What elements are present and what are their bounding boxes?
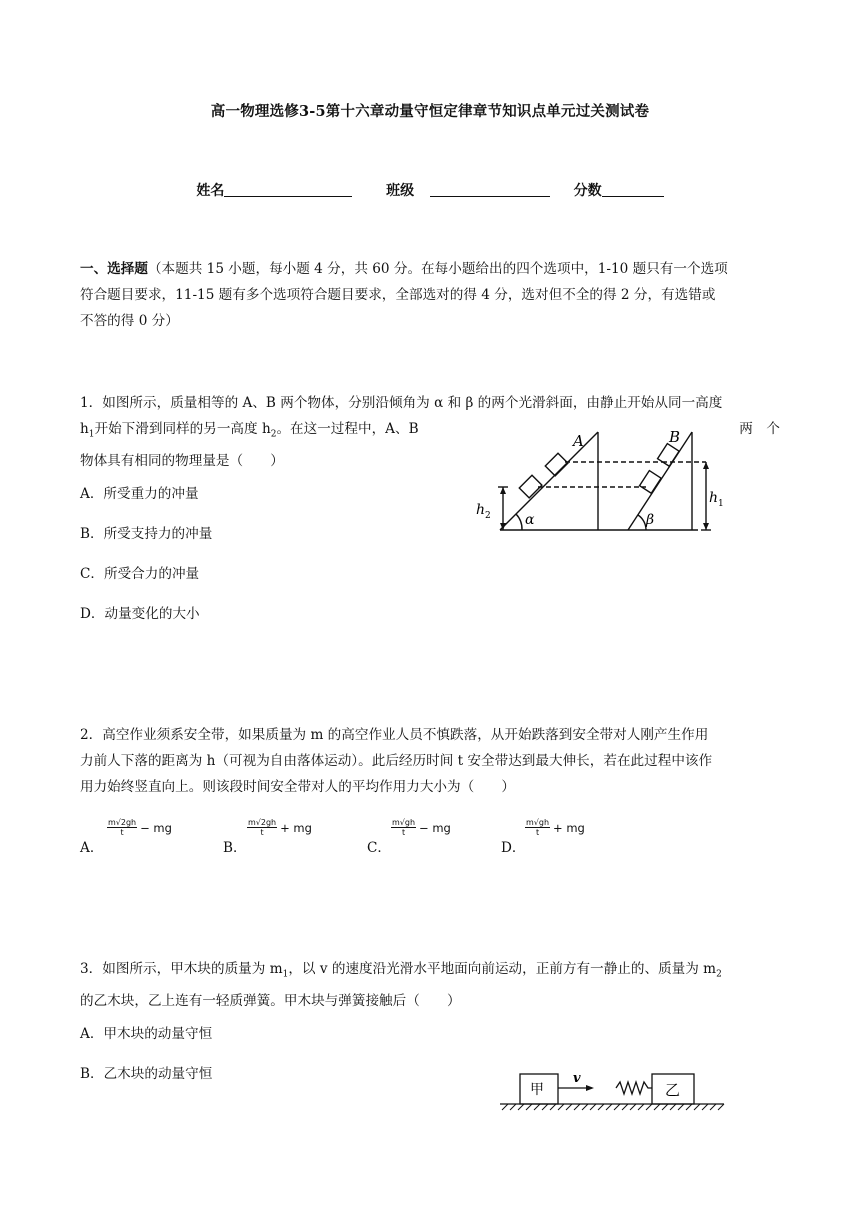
q2-option-b-den: t	[260, 828, 264, 837]
q2-option-c-den: t	[401, 828, 406, 837]
q2-line1: 2．高空作业须系安全带，如果质量为 m 的高空作业人员不慎跌落，从开始跌落到安全带对人刚产生作用	[80, 727, 709, 743]
q2-option-c-num: m√gh	[392, 818, 416, 827]
section1-desc-line3: 不答的得 0 分）	[80, 313, 179, 329]
q2-line3: 用力始终竖直向上。则该段时间安全带对人的平均作用力大小为（ ）	[80, 779, 515, 795]
q3-line2: 的乙木块，乙上连有一轻质弹簧。甲木块与弹簧接触后（ ）	[80, 992, 461, 1009]
q2-option-d-letter: D．	[501, 840, 526, 856]
q1-option-b[interactable]: B．所受支持力的冲量	[80, 526, 213, 542]
q2-option-a-num: m√2gh	[108, 818, 137, 827]
class-blank	[430, 182, 550, 197]
fig-label-v: v	[573, 1071, 581, 1086]
q1-line1: 1．如图所示，质量相等的 A、B 两个物体，分别沿倾角为 α 和 β 的两个光滑斜面，由静止开始从同一高度	[80, 395, 723, 411]
q3-stem	[80, 956, 780, 1014]
q2-option-b-tail: + mg	[280, 820, 312, 835]
fig-label-h1-sub: 1	[718, 499, 724, 509]
section1-desc-line1: （本题共 15 小题，每小题 4 分，共 60 分。在每小题给出的四个选项中，1-10 题只有一个选项	[147, 261, 728, 277]
fig-label-b: B	[669, 428, 681, 446]
q1-line2-right: 两 个	[739, 421, 780, 437]
fig-label-jia: 甲	[530, 1082, 544, 1098]
fig-label-h2-sub: 2	[485, 511, 491, 521]
q3-line1-pre: 3．如图所示，甲木块的质量为 m	[80, 961, 283, 977]
q1-line2-mid: 开始下滑到同样的另一高度 h	[94, 421, 271, 437]
q2-option-b-num: m√2gh	[248, 818, 277, 827]
q3-m1-sub: 1	[282, 969, 289, 980]
class-label: 班级	[386, 183, 415, 199]
q3-spring-figure	[498, 1066, 728, 1114]
q1-line3: 物体具有相同的物理量是（ ）	[80, 452, 284, 469]
q2-options-row	[80, 818, 680, 858]
q2-option-a-letter: A．	[80, 840, 104, 856]
section1-desc-line2: 符合题目要求，11-15 题有多个选项符合题目要求，全部选对的得 4 分，选对但不全的得 2 分，有选错或	[80, 287, 716, 303]
q3-option-a[interactable]: A．甲木块的动量守恒	[80, 1026, 213, 1042]
q2-option-d-num: m√gh	[526, 818, 550, 827]
score-blank	[602, 182, 664, 197]
name-label: 姓名	[196, 183, 225, 199]
q1-incline-figure	[470, 428, 730, 538]
fig-label-beta: β	[646, 512, 655, 528]
q1-h2-sub: 2	[270, 429, 277, 440]
q2-option-a-den: t	[120, 828, 124, 837]
q2-stem	[80, 722, 780, 800]
q2-option-b-letter: B．	[223, 840, 247, 856]
section1-heading: 一、选择题	[80, 261, 148, 277]
q1-option-d[interactable]: D．动量变化的大小	[80, 606, 200, 622]
fig-label-h1: h	[709, 490, 719, 506]
q2-option-d-tail: + mg	[553, 820, 585, 835]
q1-option-a[interactable]: A．所受重力的冲量	[80, 486, 199, 502]
q1-h1: h	[80, 421, 89, 437]
q1-h1-sub: 1	[88, 429, 95, 440]
fig-label-a: A	[573, 432, 584, 450]
fig-label-h2: h	[476, 502, 486, 518]
name-blank	[224, 182, 352, 197]
q3-option-b[interactable]: B．乙木块的动量守恒	[80, 1066, 213, 1082]
q2-option-c-letter: C．	[367, 840, 391, 856]
q2-option-d-den: t	[535, 828, 540, 837]
score-label: 分数	[573, 183, 602, 199]
q2-option-a-tail: − mg	[140, 820, 172, 835]
q3-m2-sub: 2	[716, 969, 722, 980]
section1-description	[80, 256, 780, 334]
q3-line1-post: ，以 v 的速度沿光滑水平地面向前运动，正前方有一静止的、质量为 m	[288, 961, 717, 977]
student-info-row	[0, 180, 860, 200]
q2-option-c-tail: − mg	[419, 820, 451, 835]
fig-label-yi: 乙	[665, 1081, 681, 1099]
q2-line2: 力前人下落的距离为 h（可视为自由落体运动）。此后经历时间 t 安全带达到最大伸长，若在此过程中该作	[80, 753, 713, 769]
q1-line2-post: 。在这一过程中，A、B	[276, 421, 419, 437]
fig-label-alpha: α	[525, 512, 535, 528]
page-title: 高一物理选修3-5第十六章动量守恒定律章节知识点单元过关测试卷	[210, 103, 650, 120]
q1-option-c[interactable]: C．所受合力的冲量	[80, 566, 200, 582]
